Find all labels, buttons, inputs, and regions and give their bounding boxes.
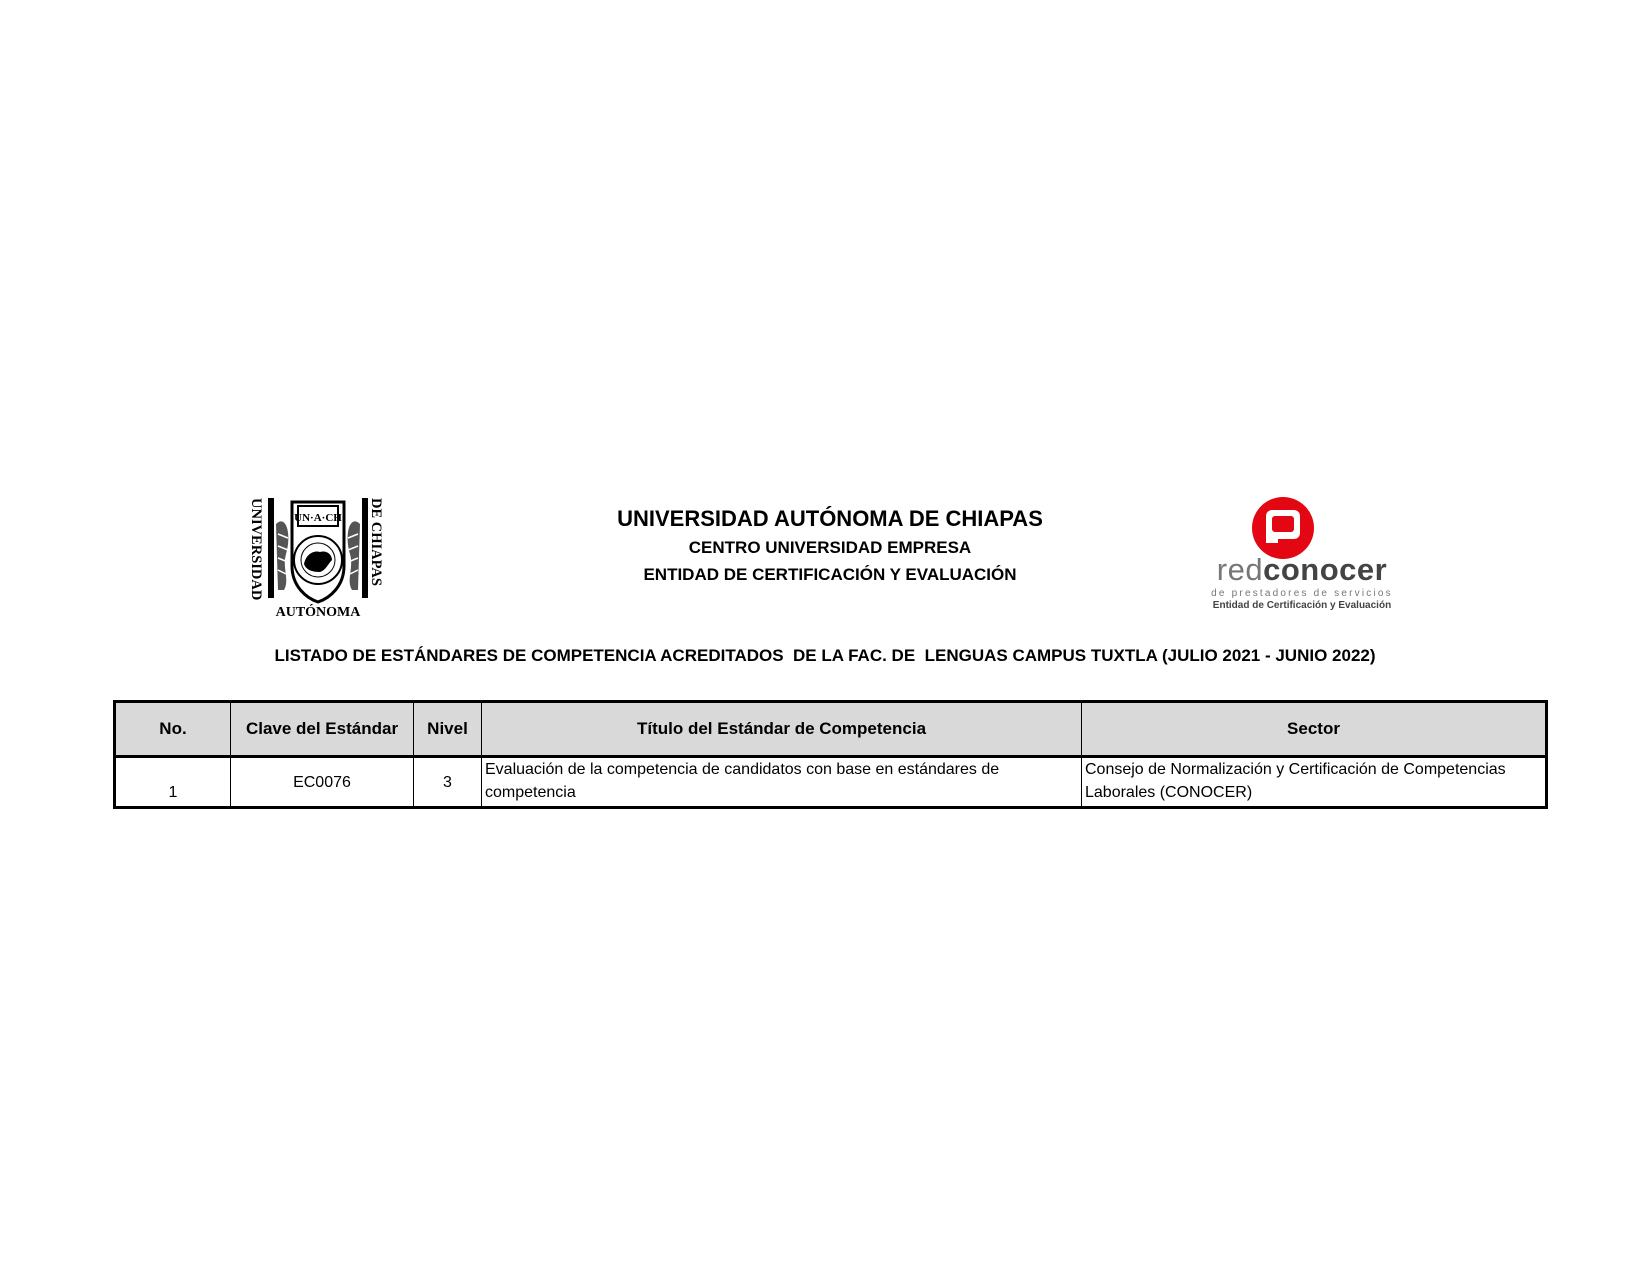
table-row bbox=[115, 757, 1547, 808]
col-header-clave: Clave del Estándar bbox=[231, 702, 414, 757]
col-header-no: No. bbox=[115, 702, 231, 757]
cell-clave: EC0076 bbox=[231, 757, 414, 808]
unach-shield-text: UN·A·CH bbox=[294, 512, 342, 524]
col-header-sector: Sector bbox=[1082, 702, 1547, 757]
unach-emblem-icon bbox=[246, 494, 392, 618]
conocer-wordmark bbox=[1186, 553, 1418, 587]
conocer-subtitle: Entidad de Certificación y Evaluación bbox=[1212, 600, 1392, 611]
unach-text-left: UNIVERSIDAD bbox=[248, 498, 264, 601]
col-header-nivel: Nivel bbox=[414, 702, 482, 757]
table-header-row bbox=[115, 702, 1547, 757]
cell-no: 1 bbox=[115, 757, 231, 808]
conocer-wordmark-conocer: conocer bbox=[1263, 552, 1388, 587]
conocer-mark-icon bbox=[1247, 496, 1319, 560]
cell-nivel: 3 bbox=[414, 757, 482, 808]
conocer-wordmark-red: red bbox=[1216, 552, 1264, 587]
standards-table bbox=[113, 700, 1548, 809]
cell-titulo: Evaluación de la competencia de candidatos con base en estándares de competencia bbox=[482, 757, 1082, 808]
header bbox=[500, 504, 1160, 588]
cell-sector: Consejo de Normalización y Certificación de Competencias Laborales (CONOCER) bbox=[1082, 757, 1547, 808]
header-subtitle-1: CENTRO UNIVERSIDAD EMPRESA bbox=[688, 538, 972, 557]
header-title: UNIVERSIDAD AUTÓNOMA DE CHIAPAS bbox=[617, 506, 1043, 531]
unach-text-right: DE CHIAPAS bbox=[368, 498, 384, 586]
red-conocer-logo bbox=[1186, 496, 1418, 616]
unach-text-bottom: AUTÓNOMA bbox=[275, 605, 361, 618]
conocer-tagline: de prestadores de servicios bbox=[1211, 588, 1393, 599]
unach-logo bbox=[246, 494, 392, 618]
listing-title: LISTADO DE ESTÁNDARES DE COMPETENCIA ACREDITADOS DE LA FAC. DE LENGUAS CAMPUS TUXTLA (JULIO 2021 - JUNIO 2022) bbox=[274, 646, 1376, 665]
col-header-titulo: Título del Estándar de Competencia bbox=[482, 702, 1082, 757]
header-subtitle-2: ENTIDAD DE CERTIFICACIÓN Y EVALUACIÓN bbox=[643, 565, 1017, 584]
